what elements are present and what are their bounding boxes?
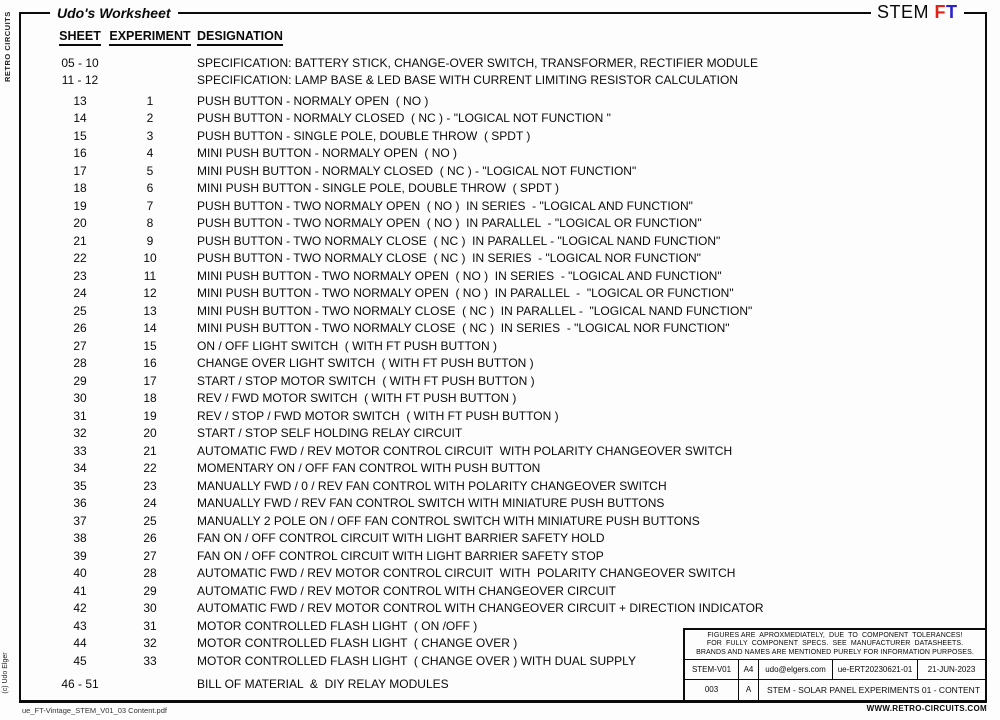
title-block-row-2	[685, 680, 985, 701]
table-row	[45, 676, 775, 694]
table-row	[45, 162, 775, 180]
experiment-number: 16	[143, 356, 157, 371]
sheet-number: 19	[73, 198, 87, 213]
designation-text: REV / FWD MOTOR SWITCH ( WITH FT PUSH BUTTON )	[197, 391, 517, 406]
designation-text: AUTOMATIC FWD / REV MOTOR CONTROL WITH CHANGEOVER CIRCUIT	[197, 583, 616, 598]
table-row	[45, 302, 775, 320]
table-row	[45, 600, 775, 618]
logo-t-letter: T	[946, 2, 958, 22]
designation-text: SPECIFICATION: LAMP BASE & LED BASE WITH CURRENT LIMITING RESISTOR CALCULATION	[197, 73, 738, 88]
designation-text: AUTOMATIC FWD / REV MOTOR CONTROL CIRCUIT WITH POLARITY CHANGEOVER SWITCH	[197, 443, 733, 458]
designation-text: MANUALLY FWD / 0 / REV FAN CONTROL WITH POLARITY CHANGEOVER SWITCH	[197, 478, 667, 493]
table-row	[45, 635, 775, 653]
table-row	[45, 565, 775, 583]
experiment-number: 1	[146, 93, 154, 108]
table-row	[45, 442, 775, 460]
experiment-number: 6	[146, 181, 154, 196]
sheet-number: 30	[73, 391, 87, 406]
sheet-number: 23	[73, 268, 87, 283]
designation-text: PUSH BUTTON - NORMALY CLOSED ( NC ) - "LOGICAL NOT FUNCTION "	[197, 111, 611, 126]
designation-text: REV / STOP / FWD MOTOR SWITCH ( WITH FT PUSH BUTTON )	[197, 408, 559, 423]
sheet-number: 22	[73, 251, 87, 266]
table-row	[45, 250, 775, 268]
experiment-number: 31	[143, 618, 157, 633]
copyright-text: (c) Udo Elger	[2, 652, 9, 694]
document-date: 21-JUN-2023	[927, 664, 976, 674]
revision-field: A	[739, 680, 759, 701]
table-row	[45, 530, 775, 548]
experiment-number: 8	[146, 216, 154, 231]
table-row	[45, 425, 775, 443]
designation-text: BILL OF MATERIAL & DIY RELAY MODULES	[197, 677, 449, 692]
sheet-number: 44	[73, 636, 87, 651]
designation-text: MINI PUSH BUTTON - TWO NORMALY OPEN ( NO ) IN SERIES - "LOGICAL AND FUNCTION"	[197, 268, 722, 283]
table-row	[45, 547, 775, 565]
table-row	[45, 337, 775, 355]
designation-text: MANUALLY 2 POLE ON / OFF FAN CONTROL SWITCH WITH MINIATURE PUSH BUTTONS	[197, 513, 700, 528]
experiment-number: 27	[143, 548, 157, 563]
designation-text: MINI PUSH BUTTON - NORMALY CLOSED ( NC ) - "LOGICAL NOT FUNCTION"	[197, 163, 637, 178]
notice-line: FIGURES ARE APROXMEDIATELY, DUE TO COMPONENT TOLERANCES!	[707, 631, 963, 639]
designation-text: MOTOR CONTROLLED FLASH LIGHT ( CHANGE OVER )	[197, 636, 518, 651]
sheet-number: 17	[73, 163, 87, 178]
designation-text: MANUALLY FWD / REV FAN CONTROL SWITCH WITH MINIATURE PUSH BUTTONS	[197, 496, 665, 511]
experiment-number: 11	[143, 268, 157, 283]
experiment-number: 19	[143, 408, 157, 423]
designation-text: MINI PUSH BUTTON - TWO NORMALY OPEN ( NO ) IN PARALLEL - "LOGICAL OR FUNCTION"	[197, 286, 734, 301]
table-row	[45, 215, 775, 233]
experiment-number: 9	[146, 233, 154, 248]
author-email: udo@elgers.com	[759, 660, 833, 679]
table-row	[45, 390, 775, 408]
table-row	[45, 54, 775, 72]
sheet-number: 26	[73, 321, 87, 336]
designation-text: PUSH BUTTON - SINGLE POLE, DOUBLE THROW ( SPDT )	[197, 128, 531, 143]
sheet-number: 35	[73, 478, 87, 493]
experiment-number: 14	[143, 321, 157, 336]
designation-text: PUSH BUTTON - TWO NORMALY CLOSE ( NC ) IN SERIES - "LOGICAL NOR FUNCTION"	[197, 251, 701, 266]
table-row	[45, 180, 775, 198]
table-row	[45, 110, 775, 128]
designation-text: PUSH BUTTON - TWO NORMALY OPEN ( NO ) IN PARALLEL - "LOGICAL OR FUNCTION"	[197, 216, 702, 231]
experiment-number: 21	[143, 443, 157, 458]
designation-text: AUTOMATIC FWD / REV MOTOR CONTROL WITH CHANGEOVER CIRCUIT + DIRECTION INDICATOR	[197, 601, 764, 616]
sheet-number: 25	[73, 303, 87, 318]
margin-brand-text: RETRO CIRCUITS	[3, 11, 12, 82]
experiment-number: 12	[143, 286, 157, 301]
experiment-number: 4	[146, 146, 154, 161]
experiment-number: 5	[146, 163, 154, 178]
designation-text: PUSH BUTTON - NORMALY OPEN ( NO )	[197, 93, 429, 108]
document-id: ue-ERT20230621-01	[833, 660, 918, 679]
sheet-number: 39	[73, 548, 87, 563]
sheet-number: 21	[73, 233, 87, 248]
table-row	[45, 495, 775, 513]
designation-text: MOMENTARY ON / OFF FAN CONTROL WITH PUSH BUTTON	[197, 461, 541, 476]
logo-f-letter: F	[934, 2, 947, 22]
experiment-number: 20	[143, 426, 157, 441]
stem-ft-logo	[871, 2, 964, 23]
logo-stem-text: STEM	[877, 2, 935, 22]
experiment-number: 10	[143, 251, 157, 266]
sheet-number: 46 - 51	[61, 677, 99, 692]
table-row	[45, 232, 775, 250]
designation-text: AUTOMATIC FWD / REV MOTOR CONTROL CIRCUIT WITH POLARITY CHANGEOVER SWITCH	[197, 566, 736, 581]
sheet-number: 14	[73, 111, 87, 126]
sheet-number: 45	[73, 653, 87, 668]
sheet-number: 20	[73, 216, 87, 231]
tolerance-notice	[685, 630, 985, 660]
experiment-number: 23	[143, 478, 157, 493]
sheet-number: 18	[73, 181, 87, 196]
table-row	[45, 72, 775, 90]
sheet-number: 38	[73, 531, 87, 546]
table-row	[45, 127, 775, 145]
table-row	[45, 512, 775, 530]
table-row	[45, 320, 775, 338]
table-row	[45, 197, 775, 215]
designation-text: MINI PUSH BUTTON - NORMALY OPEN ( NO )	[197, 146, 458, 161]
experiment-number: 3	[146, 128, 154, 143]
sheet-number: 05 - 10	[61, 55, 99, 70]
table-row	[45, 355, 775, 373]
experiment-number: 7	[146, 198, 154, 213]
title-block	[683, 628, 987, 702]
content-table	[45, 29, 775, 693]
header-experiment: EXPERIMENT	[115, 29, 185, 46]
sheet-number: 28	[73, 356, 87, 371]
table-row	[45, 145, 775, 163]
experiment-number: 2	[146, 111, 154, 126]
sheet-number: 40	[73, 566, 87, 581]
table-row	[45, 460, 775, 478]
designation-text: ON / OFF LIGHT SWITCH ( WITH FT PUSH BUTTON )	[197, 338, 497, 353]
experiment-number: 18	[143, 391, 157, 406]
designation-text: PUSH BUTTON - TWO NORMALY CLOSE ( NC ) IN PARALLEL - "LOGICAL NAND FUNCTION"	[197, 233, 721, 248]
table-row	[45, 407, 775, 425]
notice-line: BRANDS AND NAMES ARE MENTIONED PURELY FOR INFORMATION PURPOSES.	[696, 648, 974, 656]
header-designation: DESIGNATION	[197, 29, 283, 46]
table-row	[45, 372, 775, 390]
sheet-number: 15	[73, 128, 87, 143]
drawing-code: STEM-V01	[685, 660, 739, 679]
sheet-number: 34	[73, 461, 87, 476]
sheet-number: 29	[73, 373, 87, 388]
sheet-number: 16	[73, 146, 87, 161]
experiment-number: 15	[143, 338, 157, 353]
table-row	[45, 582, 775, 600]
file-name-text: ue_FT-Vintage_STEM_V01_03 Content.pdf	[22, 706, 167, 715]
sheet-number: 43	[73, 618, 87, 633]
sheet-number: 24	[73, 286, 87, 301]
document-title: STEM - SOLAR PANEL EXPERIMENTS 01 - CONTENT	[767, 684, 981, 695]
designation-text: MINI PUSH BUTTON - SINGLE POLE, DOUBLE THROW ( SPDT )	[197, 181, 560, 196]
table-header-row	[45, 29, 775, 46]
notice-line: FOR FULLY COMPONENT SPECS. SEE MANUFACTURER DATASHEETS.	[706, 640, 964, 648]
designation-text: START / STOP MOTOR SWITCH ( WITH FT PUSH BUTTON )	[197, 373, 535, 388]
sheet-number: 33	[73, 443, 87, 458]
experiment-number: 17	[143, 373, 157, 388]
designation-text: CHANGE OVER LIGHT SWITCH ( WITH FT PUSH BUTTON )	[197, 356, 534, 371]
sheet-number: 42	[73, 601, 87, 616]
table-row	[45, 285, 775, 303]
designation-text: MINI PUSH BUTTON - TWO NORMALY CLOSE ( NC ) IN PARALLEL - "LOGICAL NAND FUNCTION"	[197, 303, 753, 318]
sheet-number: 37	[73, 513, 87, 528]
designation-text: MINI PUSH BUTTON - TWO NORMALY CLOSE ( NC ) IN SERIES - "LOGICAL NOR FUNCTION"	[197, 321, 730, 336]
experiment-number: 28	[143, 566, 157, 581]
experiment-number: 29	[143, 583, 157, 598]
designation-text: MOTOR CONTROLLED FLASH LIGHT ( ON /OFF )	[197, 618, 478, 633]
sheet-number: 27	[73, 338, 87, 353]
paper-size: A4	[739, 660, 759, 679]
experiment-number: 33	[143, 653, 157, 668]
sheet-number: 41	[73, 583, 87, 598]
experiment-number: 32	[143, 636, 157, 651]
designation-text: SPECIFICATION: BATTERY STICK, CHANGE-OVER SWITCH, TRANSFORMER, RECTIFIER MODULE	[197, 55, 758, 70]
table-row	[45, 617, 775, 635]
table-row	[45, 652, 775, 670]
table-row	[45, 267, 775, 285]
sheet-number: 11 - 12	[61, 73, 99, 88]
designation-text: MOTOR CONTROLLED FLASH LIGHT ( CHANGE OVER ) WITH DUAL SUPPLY	[197, 653, 636, 668]
experiment-number: 26	[143, 531, 157, 546]
sheet-number: 36	[73, 496, 87, 511]
sheet-number: 31	[73, 408, 87, 423]
website-text: WWW.RETRO-CIRCUITS.COM	[866, 704, 987, 713]
designation-text: FAN ON / OFF CONTROL CIRCUIT WITH LIGHT BARRIER SAFETY HOLD	[197, 531, 605, 546]
experiment-number: 30	[143, 601, 157, 616]
page-title: Udo's Worksheet	[50, 5, 178, 21]
header-sheet: SHEET	[45, 29, 115, 46]
experiment-number: 24	[143, 496, 157, 511]
sheet-number: 32	[73, 426, 87, 441]
experiment-number: 22	[143, 461, 157, 476]
experiment-number: 13	[143, 303, 157, 318]
title-block-row-1	[685, 660, 985, 680]
designation-text: FAN ON / OFF CONTROL CIRCUIT WITH LIGHT BARRIER SAFETY STOP	[197, 548, 604, 563]
sheet-number: 13	[73, 93, 87, 108]
table-row	[45, 477, 775, 495]
table-body	[45, 54, 775, 693]
table-row	[45, 92, 775, 110]
designation-text: START / STOP SELF HOLDING RELAY CIRCUIT	[197, 426, 463, 441]
sheet-number-field: 003	[685, 680, 739, 701]
experiment-number: 25	[143, 513, 157, 528]
designation-text: PUSH BUTTON - TWO NORMALY OPEN ( NO ) IN SERIES - "LOGICAL AND FUNCTION"	[197, 198, 693, 213]
